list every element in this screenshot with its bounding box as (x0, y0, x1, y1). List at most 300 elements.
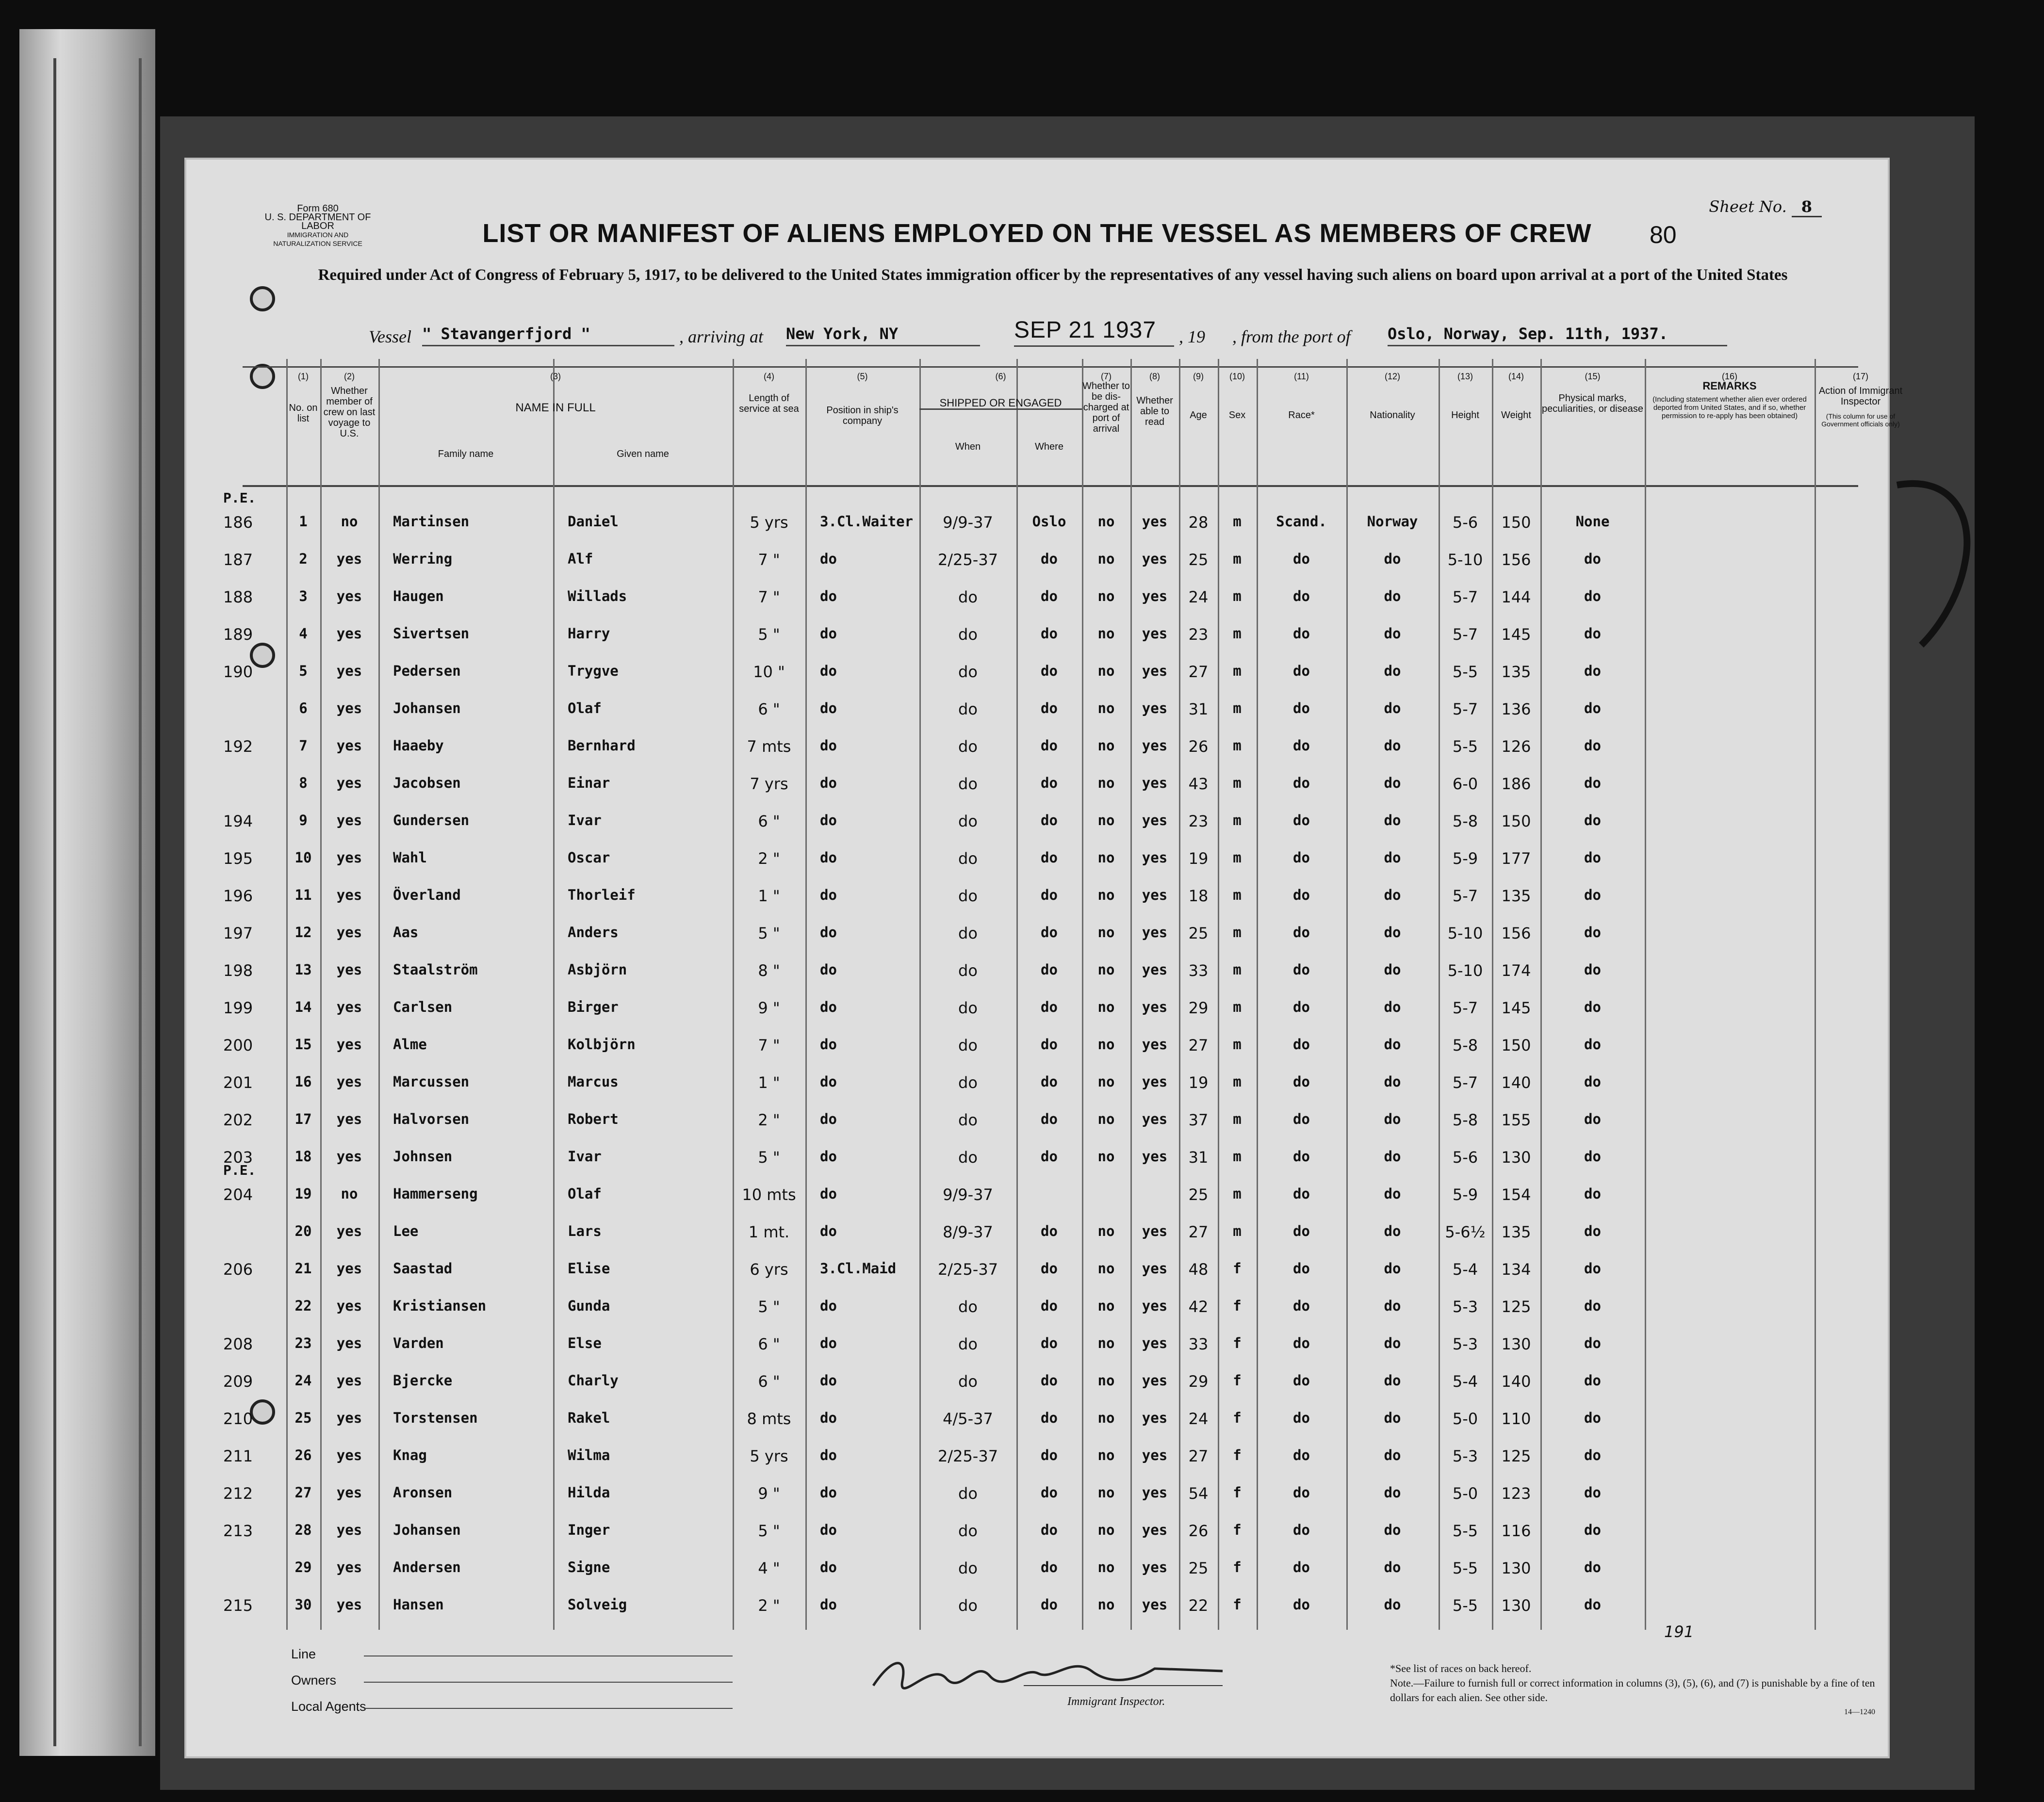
column-number: (17) (1852, 372, 1868, 381)
cell-height: 5-3 (1452, 1298, 1478, 1316)
cell-family: Marcussen (393, 1073, 470, 1090)
margin-sequence-number: 198 (223, 961, 253, 980)
cell-height: 5-6 (1452, 513, 1478, 532)
cell-age: 22 (1188, 1596, 1209, 1615)
cell-age: 25 (1188, 924, 1209, 942)
cell-family: Staalström (393, 961, 478, 978)
cell-weight: 174 (1501, 961, 1531, 980)
cell-age: 26 (1188, 737, 1209, 756)
cell-sex: m (1233, 663, 1242, 679)
column-number: (5) (857, 372, 868, 381)
cell-position: do (820, 1559, 837, 1575)
department: U. S. DEPARTMENT OF LABOR (264, 212, 371, 231)
physical-marks-header: Physical marks, peculiarities, or disease (1542, 393, 1643, 414)
cell-length: 2 " (758, 1596, 780, 1615)
cell-where: do (1041, 924, 1058, 941)
discharged-header: Whether to be dis-charged at port of arrival (1082, 381, 1130, 434)
margin-sequence-number: 208 (223, 1335, 253, 1353)
column-number: (15) (1585, 372, 1601, 381)
cell-height: 5-8 (1452, 1111, 1478, 1129)
cell-length: 8 " (758, 961, 780, 980)
margin-sequence-number: 201 (223, 1073, 253, 1092)
cell-read: yes (1142, 1372, 1168, 1389)
cell-read: yes (1142, 700, 1168, 716)
cell-nat: do (1384, 551, 1401, 567)
cell-read: yes (1142, 1335, 1168, 1351)
cell-disch: no (1097, 588, 1115, 604)
cell-nat: do (1384, 812, 1401, 828)
cell-position: do (820, 588, 837, 604)
table-row (243, 1550, 1858, 1587)
cell-sex: m (1233, 737, 1242, 754)
cell-disch: no (1097, 812, 1115, 828)
cell-family: Överland (393, 887, 461, 903)
cell-age: 28 (1188, 513, 1209, 532)
cell-where: do (1041, 1073, 1058, 1090)
cell-age: 33 (1188, 1335, 1209, 1353)
table-row (223, 579, 1858, 616)
margin-sequence-number: 186 (223, 513, 253, 532)
cell-given: Bernhard (568, 737, 636, 754)
cell-race: do (1293, 700, 1310, 716)
cell-when: do (958, 961, 978, 980)
cell-family: Saastad (393, 1260, 453, 1277)
table-row (223, 1401, 1858, 1438)
cell-weight: 126 (1501, 737, 1531, 756)
action-header: Action of Immigrant Inspector (1818, 386, 1903, 407)
length-of-service-header: Length of service at sea (739, 393, 799, 414)
column-number: (6) (995, 372, 1006, 381)
table-row (223, 803, 1858, 840)
cell-when: 2/25-37 (937, 1447, 998, 1465)
cell-race: do (1293, 1484, 1310, 1501)
cell-race: do (1293, 1447, 1310, 1463)
cell-disch: no (1097, 887, 1115, 903)
cell-weight: 156 (1501, 551, 1531, 569)
cell-height: 5-0 (1452, 1484, 1478, 1503)
cell-nat: do (1384, 1559, 1401, 1575)
cell-position: do (820, 737, 837, 754)
cell-family: Kristiansen (393, 1298, 487, 1314)
cell-given: Anders (568, 924, 619, 941)
cell-weight: 155 (1501, 1111, 1531, 1129)
cell-position: do (820, 700, 837, 716)
cell-age: 43 (1188, 775, 1209, 793)
cell-no: 5 (299, 663, 308, 679)
cell-family: Alme (393, 1036, 427, 1053)
cell-when: 9/9-37 (943, 1185, 993, 1204)
cell-no: 26 (294, 1447, 312, 1463)
cell-position: do (820, 1036, 837, 1053)
cell-read: yes (1142, 1223, 1168, 1239)
cell-when: do (958, 588, 978, 606)
cell-where: do (1041, 1111, 1058, 1127)
cell-when: do (958, 1073, 978, 1092)
cell-given: Signe (568, 1559, 610, 1575)
cell-no: 25 (294, 1410, 312, 1426)
cell-given: Marcus (568, 1073, 619, 1090)
margin-sequence-number: 203 (223, 1148, 253, 1167)
race-header: Race* (1288, 410, 1315, 421)
margin-sequence-number: 210 (223, 1410, 253, 1428)
cell-where: do (1041, 1410, 1058, 1426)
cell-marks: do (1584, 775, 1601, 791)
footer-note (1390, 1661, 1875, 1720)
cell-family: Knag (393, 1447, 427, 1463)
cell-given: Robert (568, 1111, 619, 1127)
cell-length: 5 " (758, 1522, 780, 1540)
cell-marks: do (1584, 1410, 1601, 1426)
cell-family: Varden (393, 1335, 444, 1351)
cell-family: Bjercke (393, 1372, 453, 1389)
cell-nat: do (1384, 1410, 1401, 1426)
cell-position: do (820, 1148, 837, 1165)
cell-position: do (820, 887, 837, 903)
cell-disch: no (1097, 1410, 1115, 1426)
cell-position: do (820, 961, 837, 978)
penalty-note: Note.—Failure to furnish full or correct information in columns (3), (5), (6), and (7) is punishable by a fine of ten dollars for each alien. See other side. (1390, 1677, 1875, 1704)
column-number: (10) (1229, 372, 1245, 381)
cell-nat: do (1384, 1596, 1401, 1613)
cell-length: 5 yrs (750, 513, 788, 532)
cell-sex: m (1233, 700, 1242, 716)
cell-read: yes (1142, 775, 1168, 791)
cell-age: 25 (1188, 551, 1209, 569)
cell-disch: no (1097, 737, 1115, 754)
cell-when: do (958, 812, 978, 830)
cell-disch: no (1097, 1484, 1115, 1501)
table-row (223, 1251, 1858, 1288)
cell-disch: no (1097, 775, 1115, 791)
cell-where: do (1041, 1298, 1058, 1314)
cell-family: Wahl (393, 849, 427, 866)
table-row (223, 841, 1858, 877)
cell-sex: m (1233, 849, 1242, 866)
cell-family: Johansen (393, 700, 461, 716)
cell-length: 6 " (758, 1372, 780, 1391)
remarks-note: (Including statement whether alien ever ordered deported from United States, and if so, whether permission to re-apply has been obtained) (1652, 395, 1807, 420)
cell-family: Jacobsen (393, 775, 461, 791)
cell-family: Andersen (393, 1559, 461, 1575)
cell-age: 27 (1188, 1036, 1209, 1055)
margin-sequence-number: 213 (223, 1522, 253, 1540)
cell-disch: no (1097, 999, 1115, 1015)
when-header: When (955, 441, 981, 452)
cell-no: 3 (299, 588, 308, 604)
margin-sequence-number: 212 (223, 1484, 253, 1503)
cell-disch: no (1097, 1223, 1115, 1239)
cell-disch: no (1097, 513, 1115, 530)
cell-age: 24 (1188, 1410, 1209, 1428)
cell-nat: do (1384, 961, 1401, 978)
local-agents-label: Local Agents (291, 1699, 366, 1714)
cell-when: do (958, 737, 978, 756)
cell-family: Aas (393, 924, 419, 941)
cell-marks: do (1584, 1260, 1601, 1277)
cell-race: do (1293, 1522, 1310, 1538)
cell-nat: do (1384, 1372, 1401, 1389)
cell-no: 15 (294, 1036, 312, 1053)
cell-height: 5-7 (1452, 588, 1478, 606)
member-last-voyage-header: Whether member of crew on last voyage to U.S. (323, 386, 376, 439)
cell-given: Kolbjörn (568, 1036, 636, 1053)
cell-read: yes (1142, 1522, 1168, 1538)
cell-position: 3.Cl.Waiter (820, 513, 914, 530)
print-code: 14—1240 (1844, 1708, 1875, 1716)
cell-nat: do (1384, 1185, 1401, 1202)
cell-length: 9 " (758, 999, 780, 1017)
cell-height: 5-8 (1452, 812, 1478, 830)
cell-sex: m (1233, 1223, 1242, 1239)
cell-age: 19 (1188, 1073, 1209, 1092)
cell-position: 3.Cl.Maid (820, 1260, 897, 1277)
cell-when: do (958, 1596, 978, 1615)
cell-sex: f (1233, 1596, 1242, 1613)
service: IMMIGRATION AND NATURALIZATION SERVICE (273, 231, 362, 247)
cell-where: do (1041, 1447, 1058, 1463)
cell-race: do (1293, 812, 1310, 828)
cell-weight: 140 (1501, 1073, 1531, 1092)
cell-disch: no (1097, 1559, 1115, 1575)
cell-last: yes (336, 663, 362, 679)
cell-family: Johnsen (393, 1148, 453, 1165)
cell-race: do (1293, 1559, 1310, 1575)
cell-no: 23 (294, 1335, 312, 1351)
cell-last: yes (336, 1372, 362, 1389)
able-to-read-header: Whether able to read (1136, 395, 1173, 427)
cell-race: Scand. (1276, 513, 1327, 530)
column-number: (16) (1721, 372, 1737, 381)
cell-when: do (958, 924, 978, 942)
cell-last: yes (336, 1223, 362, 1239)
cell-read: yes (1142, 1559, 1168, 1575)
cell-nat: do (1384, 588, 1401, 604)
cell-sex: m (1233, 551, 1242, 567)
cell-when: 4/5-37 (943, 1410, 993, 1428)
cell-marks: do (1584, 625, 1601, 642)
table-row (243, 691, 1858, 728)
vessel-label: Vessel (369, 327, 411, 346)
cell-last: yes (336, 1260, 362, 1277)
cell-disch: no (1097, 961, 1115, 978)
cell-length: 2 " (758, 849, 780, 868)
cell-family: Lee (393, 1223, 419, 1239)
cell-marks: do (1584, 1036, 1601, 1053)
cell-where: do (1041, 1260, 1058, 1277)
cell-weight: 136 (1501, 700, 1531, 718)
cell-no: 9 (299, 812, 308, 828)
cell-no: 13 (294, 961, 312, 978)
cell-nat: do (1384, 1148, 1401, 1165)
cell-race: do (1293, 1410, 1310, 1426)
margin-sequence-number: 189 (223, 625, 253, 644)
cell-when: do (958, 1148, 978, 1167)
cell-height: 5-10 (1447, 961, 1483, 980)
margin-sequence-number: 204 (223, 1185, 253, 1204)
cell-length: 7 " (758, 588, 780, 606)
cell-read: yes (1142, 849, 1168, 866)
cell-weight: 150 (1501, 812, 1531, 830)
cell-height: 5-5 (1452, 1522, 1478, 1540)
cell-last: yes (336, 1148, 362, 1165)
footer-fields (291, 1647, 366, 1725)
cell-age: 26 (1188, 1522, 1209, 1540)
cell-given: Olaf (568, 1185, 602, 1202)
cell-given: Daniel (568, 513, 619, 530)
cell-where: do (1041, 551, 1058, 567)
cell-last: yes (336, 1447, 362, 1463)
cell-family: Johansen (393, 1522, 461, 1538)
cell-age: 27 (1188, 1223, 1209, 1241)
cell-position: do (820, 1447, 837, 1463)
cell-read: yes (1142, 887, 1168, 903)
cell-read: yes (1142, 588, 1168, 604)
cell-weight: 135 (1501, 1223, 1531, 1241)
cell-race: do (1293, 663, 1310, 679)
cell-nat: Norway (1367, 513, 1418, 530)
cell-height: 5-9 (1452, 1185, 1478, 1204)
cell-age: 33 (1188, 961, 1209, 980)
cell-length: 6 yrs (750, 1260, 788, 1279)
column-number: (4) (764, 372, 774, 381)
cell-sex: m (1233, 999, 1242, 1015)
margin-sequence-number: 187 (223, 551, 253, 569)
cell-sex: m (1233, 1185, 1242, 1202)
column-number: (14) (1508, 372, 1524, 381)
cell-marks: do (1584, 588, 1601, 604)
table-row (223, 1027, 1858, 1064)
cell-given: Inger (568, 1522, 610, 1538)
cell-length: 6 " (758, 812, 780, 830)
cell-no: 29 (294, 1559, 312, 1575)
crew-table (223, 359, 1903, 1703)
table-row (223, 1065, 1858, 1102)
column-number: (2) (344, 372, 355, 381)
cell-disch: no (1097, 551, 1115, 567)
cell-length: 7 mts (747, 737, 791, 756)
races-note: *See list of races on back hereof. (1390, 1662, 1532, 1674)
manifest-page (184, 158, 1903, 1758)
cell-where: do (1041, 1559, 1058, 1575)
cell-family: Halvorsen (393, 1111, 470, 1127)
position-header: Position in ship's company (826, 405, 899, 426)
cell-disch: no (1097, 1447, 1115, 1463)
cell-marks: do (1584, 1559, 1601, 1575)
cell-when: do (958, 625, 978, 644)
table-row (223, 504, 1858, 541)
cell-nat: do (1384, 775, 1401, 791)
shipped-engaged-header: SHIPPED OR ENGAGED (919, 398, 1082, 410)
cell-nat: do (1384, 625, 1401, 642)
cell-given: Oscar (568, 849, 610, 866)
cell-where: do (1041, 1223, 1058, 1239)
cell-nat: do (1384, 1260, 1401, 1277)
table-row (223, 878, 1858, 915)
cell-sex: f (1233, 1522, 1242, 1538)
cell-read: yes (1142, 513, 1168, 530)
cell-age: 24 (1188, 588, 1209, 606)
cell-last: yes (336, 887, 362, 903)
cell-nat: do (1384, 1484, 1401, 1501)
cell-weight: 140 (1501, 1372, 1531, 1391)
cell-last: no (341, 1185, 358, 1202)
cell-when: do (958, 999, 978, 1017)
cell-nat: do (1384, 999, 1401, 1015)
cell-given: Lars (568, 1223, 602, 1239)
margin-sequence-number: 200 (223, 1036, 253, 1055)
cell-race: do (1293, 625, 1310, 642)
cell-disch: no (1097, 849, 1115, 866)
cell-height: 5-4 (1452, 1260, 1478, 1279)
cell-race: do (1293, 961, 1310, 978)
arrival-port: New York, NY (786, 325, 980, 346)
cell-height: 5-3 (1452, 1447, 1478, 1465)
punch-hole (250, 286, 275, 311)
inspector-label: Immigrant Inspector. (1067, 1695, 1165, 1708)
handwritten-number: 191 (1664, 1623, 1694, 1641)
cell-read: yes (1142, 812, 1168, 828)
cell-marks: do (1584, 1335, 1601, 1351)
cell-where: do (1041, 588, 1058, 604)
cell-sex: f (1233, 1559, 1242, 1575)
cell-race: do (1293, 999, 1310, 1015)
cell-length: 4 " (758, 1559, 780, 1577)
owners-label: Owners (291, 1673, 337, 1688)
cell-height: 5-7 (1452, 999, 1478, 1017)
vessel-name: " Stavangerfjord " (422, 325, 674, 346)
vessel-line (369, 317, 1897, 352)
cell-disch: no (1097, 625, 1115, 642)
cell-weight: 144 (1501, 588, 1531, 606)
cell-family: Torstensen (393, 1410, 478, 1426)
cell-weight: 125 (1501, 1447, 1531, 1465)
table-row (223, 617, 1858, 653)
cell-when: do (958, 1372, 978, 1391)
pe-label: P.E. (223, 490, 256, 506)
cell-race: do (1293, 1073, 1310, 1090)
cell-age: 25 (1188, 1559, 1209, 1577)
cell-length: 1 mt. (748, 1223, 790, 1241)
pe-label: P.E. (223, 1162, 256, 1178)
cell-position: do (820, 1335, 837, 1351)
cell-height: 5-6½ (1445, 1223, 1486, 1241)
cell-position: do (820, 625, 837, 642)
sheet-label: Sheet No. (1709, 197, 1787, 216)
cell-marks: do (1584, 849, 1601, 866)
cell-disch: no (1097, 1073, 1115, 1090)
cell-race: do (1293, 887, 1310, 903)
cell-position: do (820, 849, 837, 866)
cell-where: do (1041, 1522, 1058, 1538)
cell-given: Alf (568, 551, 593, 567)
cell-given: Charly (568, 1372, 619, 1389)
cell-height: 5-7 (1452, 625, 1478, 644)
cell-height: 5-8 (1452, 1036, 1478, 1055)
table-row (243, 1214, 1858, 1251)
cell-marks: do (1584, 551, 1601, 567)
cell-no: 10 (294, 849, 312, 866)
cell-age: 29 (1188, 1372, 1209, 1391)
cell-weight: 123 (1501, 1484, 1531, 1503)
column-number: (3) (550, 372, 561, 381)
cell-given: Harry (568, 625, 610, 642)
cell-marks: do (1584, 1111, 1601, 1127)
cell-nat: do (1384, 1036, 1401, 1053)
cell-race: do (1293, 1148, 1310, 1165)
cell-last: yes (336, 1298, 362, 1314)
cell-where: do (1041, 737, 1058, 754)
cell-race: do (1293, 1111, 1310, 1127)
